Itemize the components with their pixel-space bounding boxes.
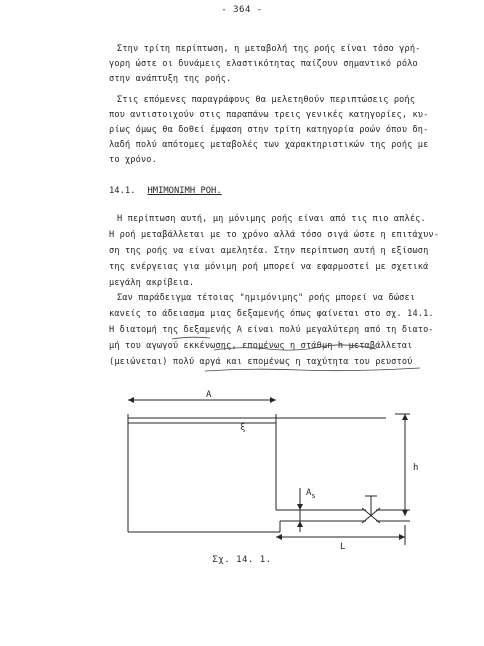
paragraph-1-line-3: στην ανάπτυξη της ροής.	[109, 74, 232, 84]
arrowhead-h-bottom	[402, 510, 408, 516]
arrowhead-A-right	[270, 397, 276, 403]
label-As-subscript: s	[311, 492, 316, 500]
paragraph-2-line-5: το χρόνο.	[109, 155, 157, 165]
section-number: 14.1.	[109, 186, 136, 196]
paragraph-2-line-4: λαδή πολύ απότομες μεταβολές των χαρακτηριστικών της ροής με	[109, 140, 429, 150]
paragraph-4-line-2: κανείς το άδειασμα μιας δεξαμενής όπως φαίνεται στο σχ. 14.1.	[109, 309, 434, 319]
paragraph-3-line-5: μεγάλη ακρίβεια.	[109, 278, 195, 288]
arrowhead-As-bottom	[297, 521, 303, 527]
paragraph-1-line-1: Στην τρίτη περίπτωση, η μεταβολή της ροής είναι τόσο γρή-	[117, 44, 421, 54]
arrowhead-L-right	[399, 534, 405, 540]
paragraph-3-line-1: Η περίπτωση αυτή, μη μόνιμης ροής είναι από τις πιο απλές.	[117, 214, 426, 224]
paragraph-2-line-1: Στις επόμενες παραγράφους θα μελετηθούν περιπτώσεις ροής	[117, 95, 416, 105]
paragraph-4-line-5: (μειώνεται) πολύ αργά και επομένως η ταχύτητα του ρευστού	[109, 357, 413, 367]
label-As	[306, 488, 316, 500]
arrowhead-L-left	[276, 534, 282, 540]
label-h: h	[413, 463, 419, 473]
paragraph-3-line-4: της ενέργειας για μόνιμη ροή μπορεί να εφαρμοστεί με σχετικά	[109, 262, 429, 272]
paragraph-3-line-2: Η ροή μεταβάλλεται με το χρόνο αλλά τόσο σιγά ώστε η επιτάχυν-	[109, 230, 440, 240]
arrowhead-A-left	[128, 397, 134, 403]
label-A: A	[206, 390, 212, 400]
paragraph-2-line-3: ρίως όμως θα δοθεί έμφαση στην τρίτη κατηγορία ροών όπου δη-	[109, 125, 429, 135]
figure-caption: Σχ. 14. 1.	[212, 555, 272, 565]
paragraph-4-line-1: Σαν παράδειγμα τέτοιας "ημιμόνιμης" ροής μπορεί να δώσει	[117, 293, 416, 303]
label-L: L	[340, 542, 346, 552]
label-As-main: A	[306, 488, 312, 498]
paragraph-4-line-3: Η διατομή της δεξαμενής Α είναι πολύ μεγαλύτερη από τη διατο-	[109, 325, 434, 335]
paragraph-4-line-4: μή του αγωγού εκκένωσης, επομένως η στάθμη h μεταβάλλεται	[109, 341, 413, 351]
arrowhead-h-top	[402, 414, 408, 420]
section-title: ΗΜΙΜΟΝΙΜΗ ΡΟΗ.	[147, 186, 222, 196]
paragraph-2-line-2: που αντιστοιχούν στις παραπάνω τρεις γενικές κατηγορίες, κυ-	[109, 110, 429, 120]
paragraph-3-line-3: ση της ροής να είναι αμελητέα. Στην περίπτωση αυτή η εξίσωση	[109, 246, 429, 256]
paragraph-1-line-2: γορη ώστε οι δυνάμεις ελαστικότητας παίζουν σημαντικό ρόλο	[109, 59, 418, 69]
page-number: - 364 -	[221, 5, 263, 15]
label-xi: ξ	[240, 423, 246, 433]
arrowhead-As-top	[297, 504, 303, 510]
